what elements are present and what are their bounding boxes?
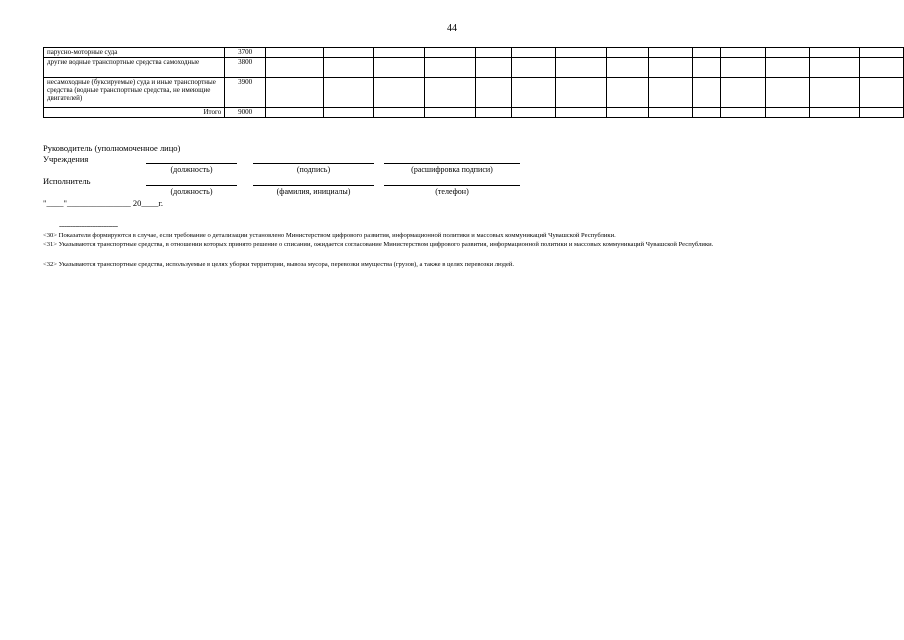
head-signature-line	[253, 163, 374, 164]
head-signature-caption: (подпись)	[296, 165, 331, 174]
page-number: 44	[447, 23, 457, 34]
row-name: несамоходные (буксируемые) суда и иные транспортные средства (водные транспортные средства, не имеющие двигателей)	[44, 78, 225, 108]
footnote-30: <30> Показатели формируются в случае, если требование о детализации установлено Министерством цифрового развития, информационной политики и массовых коммуникаций Чувашской Республики.	[43, 232, 616, 239]
date-line: "____"_______________ 20____г.	[43, 198, 163, 208]
table-row	[44, 48, 904, 58]
row-code: 3700	[225, 48, 266, 58]
head-position-line	[146, 163, 237, 164]
vehicles-table	[43, 47, 904, 118]
row-code: 3800	[225, 58, 266, 78]
total-label: Итого	[44, 108, 225, 118]
exec-phone-line	[384, 185, 520, 186]
table-row-total	[44, 108, 904, 118]
head-position-caption: (должность)	[170, 165, 213, 174]
head-decode-line	[384, 163, 520, 164]
executor-label: Исполнитель	[43, 176, 91, 186]
exec-position-caption: (должность)	[170, 187, 213, 196]
footnote-32: <32> Указываются транспортные средства, используемые в целях уборки территории, вывоза мусора, перевозки имущества (грузов), а также в целях перевозки людей.	[43, 261, 515, 268]
exec-phone-caption: (телефон)	[435, 187, 469, 196]
row-name: парусно-моторные суда	[44, 48, 225, 58]
footnote-31: <31> Указываются транспортные средства, в отношении которых принято решение о списании, ожидается согласование Министерством цифрового развития, информационной политики и массовых коммуникаций Чувашской Республики.	[43, 241, 714, 248]
head-decode-caption: (расшифровка подписи)	[411, 165, 493, 174]
head-label: Руководитель (уполномоченное лицо)	[43, 143, 181, 153]
exec-position-line	[146, 185, 237, 186]
table-row	[44, 58, 904, 78]
row-name: другие водные транспортные средства самоходные	[44, 58, 225, 78]
row-code: 3900	[225, 78, 266, 108]
table-row	[44, 78, 904, 108]
footnote-separator: --------------------------------	[59, 222, 118, 230]
exec-name-line	[253, 185, 374, 186]
institution-label: Учреждения	[43, 154, 89, 164]
total-code: 9000	[225, 108, 266, 118]
exec-name-caption: (фамилия, инициалы)	[276, 187, 351, 196]
